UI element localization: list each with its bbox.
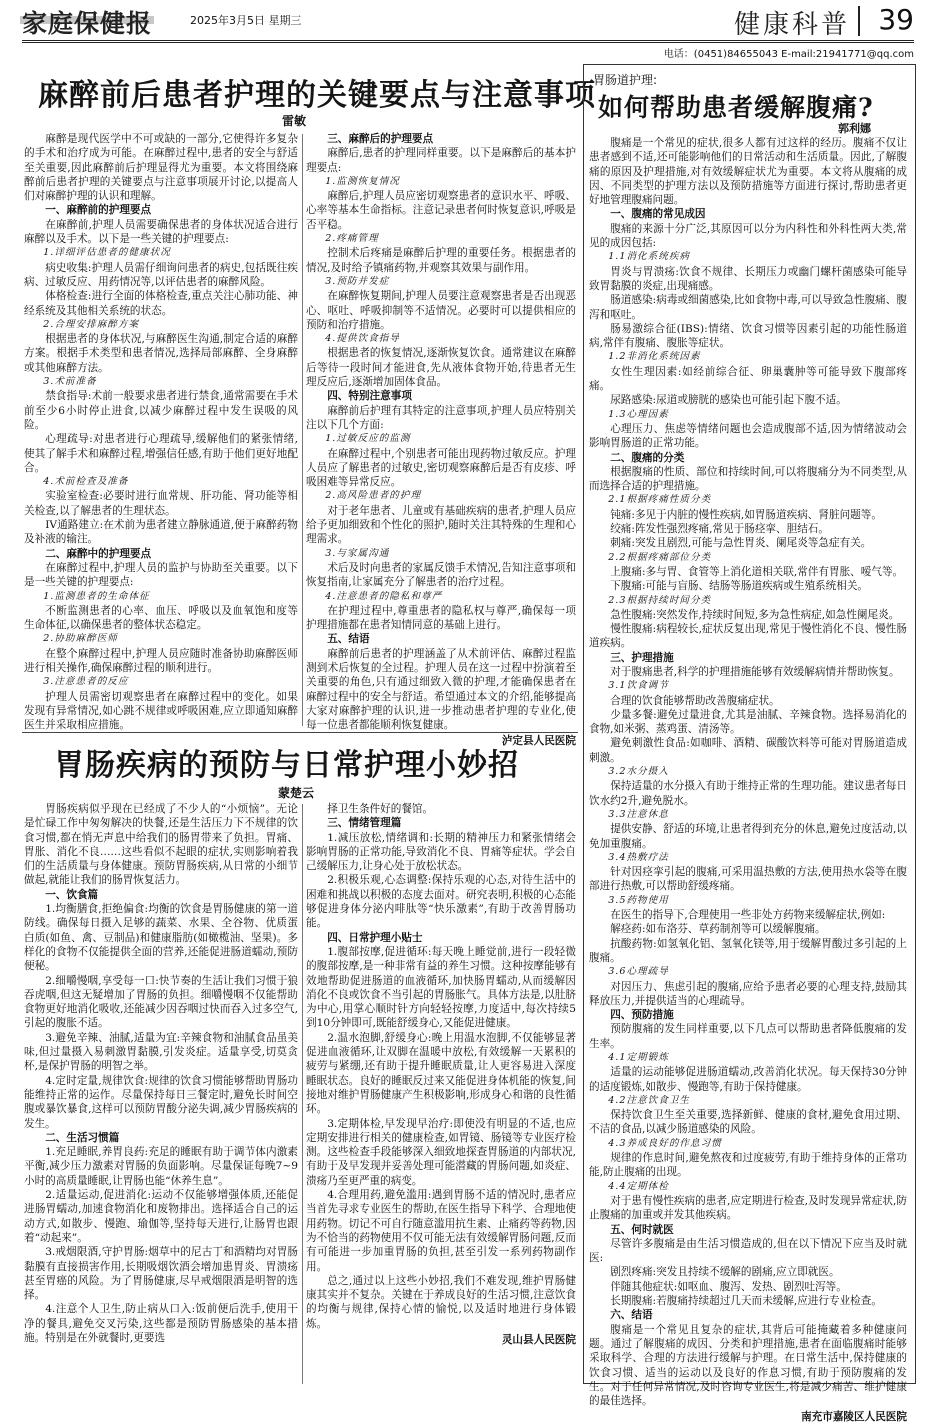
paragraph: 根据腹痛的性质、部位和持续时间,可以将腹痛分为不同类型,从而选择合适的护理措施。	[589, 465, 907, 493]
section-heading: 一、饮食篇	[45, 888, 99, 901]
subsection-heading: 3.术前准备	[43, 376, 97, 388]
section-heading: 四、特别注意事项	[327, 390, 412, 403]
subsection-heading: 2.高风险患者的护理	[325, 490, 422, 502]
paragraph: 实验室检查:必要时进行血常规、肝功能、肾功能等相关检查,以了解患者的生理状态。	[24, 490, 298, 517]
author-hospital: 泸定县人民医院	[501, 735, 576, 748]
contact-info: 电话：(0451)84655043 E-mail:21941771@qq.com	[663, 49, 914, 60]
paragraph: 2.适量运动,促进消化:运动不仅能够增强体质,还能促进肠胃蠕动,加速食物消化和废物排出。选择适合自己的运动方式,如散步、慢跑、瑜伽等,坚持每天进行,让肠胃也跟着“动起来”。	[24, 1189, 298, 1244]
paragraph: 控制术后疼痛是麻醉后护理的重要任务。根据患者的情况,及时给予镇痛药物,并观察其效果与副作用。	[306, 247, 576, 274]
subsection-heading: 1.详细评估患者的健康状况	[43, 247, 171, 259]
paragraph: 腹痛是一个常见且复杂的症状,其背后可能掩藏着多种健康问题。通过了解腹痛的成因、分类和护理措施,患者在面临腹痛时能够采取科学、合理的方法进行缓解与护理。在日常生活中,保持健康的饮食习惯、适当的运动以及良好的作息习惯,有助于预防腹痛的发生。对于任何异常情况,及时咨询专业医生,将是减少痛苦、维护健康的最佳选择。	[589, 1323, 907, 1408]
subsection-heading: 4.3养成良好的作息习惯	[608, 1137, 722, 1149]
paragraph: 在麻醉过程中,护理人员的监护与协助至关重要。以下是一些关键的护理要点:	[24, 561, 298, 589]
paragraph: 2.积极乐观,心态调整:保持乐观的心态,对待生活中的困难和挑战以积极的态度去面对。研究表明,积极的心态能够促进身体分泌内啡肽等“快乐激素”,有助于改善胃肠功能。	[306, 874, 576, 930]
paragraph: 长期腹痛:若腹痛持续超过几天而未缓解,应进行专业检查。	[610, 1295, 882, 1308]
subsection-heading: 3.2水分摄入	[608, 766, 669, 778]
paragraph: 体格检查:进行全面的体格检查,重点关注心肺功能、神经系统及其他相关系统的状态。	[24, 290, 298, 317]
subsection-heading: 2.2根据疼痛部位分类	[608, 551, 712, 563]
newspaper-name: 家庭保健报	[22, 4, 152, 40]
subsection-heading: 3.注意患者的反应	[43, 676, 129, 688]
subsection-heading: 2.疼痛管理	[325, 233, 379, 245]
paragraph: 根据患者的身体状况,与麻醉医生沟通,制定合适的麻醉方案。根据手术类型和患者情况,选择局部麻醉、全身麻醉或其他麻醉方法。	[24, 333, 298, 374]
section-heading: 二、腹痛的分类	[610, 451, 685, 464]
subsection-heading: 3.5药物使用	[608, 894, 669, 906]
article1-right-column	[306, 132, 576, 748]
subsection-heading: 2.协助麻醉医师	[43, 633, 118, 645]
subsection-heading: 3.3注意休息	[608, 808, 669, 820]
subsection-heading: 1.3心理因素	[608, 408, 669, 420]
section-heading: 五、何时就医	[610, 1223, 674, 1236]
subsection-heading: 3.与家属沟通	[325, 547, 390, 559]
paragraph: 麻醉后,护理人员应密切观察患者的意识水平、呼吸、心率等基本生命指标。注意记录患者何时恢复意识,呼吸是否平稳。	[306, 190, 576, 231]
paragraph: 在医生的指导下,合理使用一些非处方药物来缓解症状,例如:	[610, 909, 886, 922]
paragraph: 对于腹痛患者,科学的护理措施能够有效缓解病情并帮助恢复。	[610, 665, 900, 678]
paragraph: 4.定时定量,规律饮食:规律的饮食习惯能够帮助胃肠功能维持正常的运作。尽量保持每日三餐定时,避免长时间空腹或暴饮暴食,这样可以预防胃酸分泌失调,减少胃肠疾病的发生。	[24, 1074, 298, 1130]
paragraph: 麻醉前后护理有其特定的注意事项,护理人员应特别关注以下几个方面:	[306, 404, 576, 431]
paragraph: 上腹痛:多与胃、食管等上消化道相关联,常伴有胃胀、嗳气等。	[610, 565, 904, 578]
issue-date: 2025年3月5日 星期三	[190, 14, 302, 27]
paragraph: 伴随其他症状:如呕血、腹泻、发热、剧烈吐泻等。	[610, 1280, 847, 1293]
paragraph: 预防腹痛的发生同样重要,以下几点可以帮助患者降低腹痛的发生率。	[589, 1023, 907, 1050]
subsection-heading: 2.合理安排麻醉方案	[43, 318, 140, 330]
paragraph: 刺痛:突发且剧烈,可能与急性胃炎、阑尾炎等急症有关。	[610, 537, 872, 550]
paragraph: 总之,通过以上这些小妙招,我们不难发现,维护胃肠健康其实并不复杂。关键在于养成良好的生活习惯,注意饮食的均衡与规律,保持心情的愉悦,以及适时地进行身体锻炼。	[306, 1274, 576, 1330]
paragraph: 钝痛:多见于内脏的慢性疾病,如胃肠道疾病、肾脏问题等。	[610, 508, 882, 521]
paragraph: 在麻醉过程中,个别患者可能出现药物过敏反应。护理人员应了解患者的过敏史,密切观察麻醉后是否有皮疹、呼吸困难等异常反应。	[306, 447, 576, 489]
paragraph: 麻醉后,患者的护理同样重要。以下是麻醉后的基本护理要点:	[306, 147, 576, 174]
paragraph: 1.腹部按摩,促进循环:每天晚上睡觉前,进行一段轻微的腹部按摩,是一种非常有益的养生习惯。这种按摩能够有效地帮助促进肠道的血液循环,加快肠胃蠕动,从而缓解因消化不良或饮食不当引起的胃肠胀气。具体方法是,以肚脐为中心,用掌心顺时针方向轻轻按摩,力度适中,每次持续5到10分钟即可,既能舒缓身心,又能促进健康。	[306, 945, 576, 1030]
paragraph: 适量的运动能够促进肠道蠕动,改善消化状况。每天保持30分钟的适度锻炼,如散步、慢跑等,有助于保持健康。	[589, 1066, 907, 1093]
paragraph: 女性生理因素:如经前综合征、卵巢囊肿等可能导致下腹部疼痛。	[589, 365, 907, 393]
paragraph: 解痉药:如布洛芬、草药制剂等可以缓解腹痛。	[610, 923, 826, 936]
header-divider	[858, 6, 860, 36]
subsection-heading: 4.2注意饮食卫生	[608, 1094, 691, 1106]
paragraph: 在整个麻醉过程中,护理人员应随时准备协助麻醉医师进行相关操作,确保麻醉过程的顺利进行。	[24, 647, 298, 674]
article2-title: 胃肠疾病的预防与日常护理小妙招	[54, 748, 519, 783]
paragraph: 2.温水泡脚,舒缓身心:晚上用温水泡脚,不仅能够显著促进血液循环,让双脚在温暖中放松,有效缓解一天累积的疲劳与紧绷,还有助于提升睡眠质量,让人更容易进入深度睡眠状态。良好的睡眠反过来又能促进身体机能的恢复,间接地对维护胃肠健康产生积极影响,形成身心和谐的良性循环。	[306, 1031, 576, 1116]
paragraph: 4.注意个人卫生,防止病从口入:饭前便后洗手,使用干净的餐具,避免交叉污染,这些都是预防胃肠感染的基本措施。特别是在外就餐时,更要选	[24, 1303, 298, 1344]
paragraph: 尿路感染:尿道或膀胱的感染也可能引起下腹不适。	[610, 394, 847, 407]
paragraph: 腹痛的来源十分广泛,其原因可以分为内科性和外科性两大类,常见的成因包括:	[589, 222, 907, 250]
paragraph: 在麻醉恢复期间,护理人员要注意观察患者是否出现恶心、呕吐、呼吸抑制等不适情况。必要时可以提供相应的预防和治疗措施。	[306, 290, 576, 331]
paragraph: 不断监测患者的心率、血压、呼吸以及血氧饱和度等生命体征,以确保患者的整体状态稳定。	[24, 604, 298, 632]
article2-left-column	[24, 802, 298, 1386]
author-hospital: 南充市嘉陵区人民医院	[801, 1411, 907, 1424]
paragraph: 术后及时向患者的家属反馈手术情况,告知注意事项和恢复指南,让家属充分了解患者的治疗过程。	[306, 561, 576, 589]
section-heading: 四、日常护理小贴士	[327, 931, 423, 944]
section-heading: 二、生活习惯篇	[45, 1131, 120, 1144]
section-heading: 四、预防措施	[610, 1009, 674, 1022]
article3-column	[589, 136, 907, 1424]
paragraph: 少量多餐:避免过量进食,尤其是油腻、辛辣食物。选择易消化的食物,如米粥、蒸鸡蛋、清汤等。	[589, 708, 907, 736]
paragraph: 择卫生条件好的餐馆。	[327, 803, 434, 815]
subsection-heading: 4.注意患者的隐私和尊严	[325, 590, 443, 602]
paragraph: 心理压力、焦虑等情绪问题也会造成腹部不适,因为情绪波动会影响胃肠道的正常功能。	[589, 422, 907, 450]
section-heading: 二、麻醉中的护理要点	[45, 547, 152, 560]
paragraph: 提供安静、舒适的环境,让患者得到充分的休息,避免过度活动,以免加重腹痛。	[589, 823, 907, 850]
paragraph: 对于老年患者、儿童或有基础疾病的患者,护理人员应给予更加细致和个性化的照护,随时关注其特殊的生理和心理需求。	[306, 504, 576, 546]
paragraph: 胃炎与胃溃疡:饮食不规律、长期压力或幽门螺杆菌感染可能导致胃黏膜的炎症,出现痛感。	[589, 265, 907, 292]
paragraph: 1.均衡膳食,拒绝偏食:均衡的饮食是胃肠健康的第一道防线。确保每日摄入足够的蔬菜、水果、全谷物、优质蛋白质(如鱼、禽、豆制品)和健康脂肪(如橄榄油、坚果)。多样化的食物不仅能提供全面的营养,还能促进肠道蠕动,预防便秘。	[24, 903, 298, 973]
paragraph: 绞痛:阵发性强烈疼痛,常见于肠痉挛、胆结石。	[610, 523, 829, 536]
paragraph: 慢性腹痛:病程较长,症状反复出现,常见于慢性消化不良、慢性肠道疾病。	[589, 623, 907, 650]
paragraph: 病史收集:护理人员需仔细询问患者的病史,包括既往疾病、过敏反应、用药情况等,以评估患者的麻醉风险。	[24, 261, 298, 288]
paragraph: 1.减压放松,情绪调和:长期的精神压力和紧张情绪会影响胃肠的正常功能,导致消化不良、胃痛等症状。学会自己缓解压力,让身心处于放松状态。	[306, 831, 576, 873]
subsection-heading: 2.1根据疼痛性质分类	[608, 494, 712, 506]
subsection-heading: 4.4定期体检	[608, 1180, 669, 1192]
article-divider	[22, 732, 578, 733]
subsection-heading: 1.过敏反应的监测	[325, 433, 411, 445]
subsection-heading: 3.4热敷疗法	[608, 851, 669, 863]
paragraph: 禁食指导:术前一般要求患者进行禁食,通常需要在手术前至少6小时停止进食,以减少麻醉过程中发生误吸的风险。	[24, 390, 298, 431]
paragraph: 3.定期体检,早发现早治疗:即使没有明显的不适,也应定期安排进行相关的健康检查,如胃镜、肠镜等专业医疗检测。这些检查手段能够深入细致地探查胃肠道的内部状况,有助于及早发现并妥善处理可能潜藏的胃肠问题,如炎症、溃疡乃至更严重的病变。	[306, 1117, 576, 1187]
paragraph: 麻醉前后患者的护理涵盖了从术前评估、麻醉过程监测到术后恢复的全过程。护理人员在这一过程中扮演着至关重要的角色,只有通过细致入微的护理,才能确保患者在麻醉过程中的安全与舒适。希望通过本文的介绍,能够提高大家对麻醉护理的认识,进一步推动患者护理的专业化,使每一位患者都能顺利恢复健康。	[306, 647, 576, 732]
paragraph: 针对因痉挛引起的腹痛,可采用温热敷的方法,使用热水袋等在腹部进行热敷,可以帮助舒缓疼痛。	[589, 866, 907, 893]
article1-author: 雷敏	[282, 114, 307, 128]
article3-tag: 胃肠道护理:	[593, 73, 658, 87]
subsection-heading: 1.1消化系统疾病	[608, 251, 691, 263]
paragraph: 下腹痛:可能与盲肠、结肠等肠道疾病或生殖系统相关。	[610, 580, 869, 593]
section-heading: 三、情绪管理篇	[327, 817, 402, 830]
paragraph: 护理人员需密切观察患者在麻醉过程中的变化。如果发现有异常情况,如心跳不规律或呼吸困难,应立即通知麻醉医生并采取相应措施。	[24, 690, 298, 732]
article2-right-column	[306, 802, 576, 1386]
article3-title: 如何帮助患者缓解腹痛?	[598, 93, 874, 122]
paragraph: 在麻醉前,护理人员需要确保患者的身体状况适合进行麻醉以及手术。以下是一些关键的护理要点:	[24, 218, 298, 246]
paragraph: 合理的饮食能够帮助改善腹痛症状。	[610, 694, 780, 707]
paragraph: 根据患者的恢复情况,逐渐恢复饮食。通常建议在麻醉后等待一段时间才能进食,先从液体食物开始,待患者无生理反应后,逐渐增加固体食品。	[306, 347, 576, 389]
paragraph: 胃肠疾病似乎现在已经成了不少人的“小烦恼”。无论是忙碌工作中匆匆解决的快餐,还是生活压力下不规律的饮食习惯,都在悄无声息中给我们的肠胃带来了负担。胃痛、胃胀、消化不良……这些看似不起眼的症状,实则影响着我们的生活质量与身体健康。预防胃肠疾病,从日常的小细节做起,就能让我们的肠胃恢复活力。	[24, 803, 298, 887]
section-heading: 五、结语	[327, 633, 370, 646]
paragraph: 尽管许多腹痛是由生活习惯造成的,但在以下情况下应当及时就医:	[589, 1237, 907, 1265]
subsection-heading: 2.3根据持续时间分类	[608, 594, 712, 606]
subsection-heading: 1.监测恢复情况	[325, 175, 400, 187]
section-heading: 一、麻醉前的护理要点	[45, 204, 152, 217]
paragraph: 1.充足睡眠,养胃良药:充足的睡眠有助于调节体内激素平衡,减少压力激素对胃肠的负面影响。尽量保证每晚7~9小时的高质量睡眠,让胃肠也能“休养生息”。	[24, 1146, 298, 1187]
section-heading: 一、腹痛的常见成因	[610, 208, 706, 221]
paragraph: 急性腹痛:突然发作,持续时间短,多为急性病症,如急性阑尾炎。	[610, 608, 900, 621]
paragraph: 规律的作息时间,避免熬夜和过度疲劳,有助于维持身体的正常功能,防止腹痛的出现。	[589, 1152, 907, 1179]
paragraph: 对因压力、焦虑引起的腹痛,应给予患者必要的心理支持,鼓励其释放压力,并提供适当的心理疏导。	[589, 980, 907, 1007]
subsection-heading: 4.1定期锻炼	[608, 1052, 669, 1063]
article1-title: 麻醉前后患者护理的关键要点与注意事项	[38, 78, 596, 113]
paragraph: 在护理过程中,尊重患者的隐私权与尊严,确保每一项护理措施都在患者知情同意的基础上进行。	[306, 604, 576, 632]
column-divider	[302, 134, 303, 726]
subsection-heading: 3.预防并发症	[325, 275, 390, 287]
paragraph: 肠易激综合征(IBS):情绪、饮食习惯等因素引起的功能性肠道病,常伴有腹痛、腹胀等症状。	[589, 322, 907, 350]
section-name: 健康科普	[733, 10, 850, 40]
section-heading: 三、护理措施	[610, 651, 674, 664]
subsection-heading: 1.监测患者的生命体征	[43, 590, 150, 602]
column-divider	[302, 804, 303, 1384]
paragraph: 对于患有慢性疾病的患者,应定期进行检查,及时发现异常症状,防止腹痛的加重或并发其他疾病。	[589, 1194, 907, 1222]
paragraph: 保持适量的水分摄入有助于维持正常的生理功能。建议患者每日饮水约2升,避免脱水。	[589, 780, 907, 807]
section-heading: 三、麻醉后的护理要点	[327, 133, 434, 145]
paragraph: 4.合理用药,避免滥用:遇到胃肠不适的情况时,患者应当首先寻求专业医生的帮助,在医生指导下科学、合理地使用药物。切记不可自行随意滥用抗生素、止痛药等药物,因为不恰当的药物使用不仅可能无法有效缓解胃肠问题,反而有可能进一步加重胃肠的负担,甚至引发一系列药物副作用。	[306, 1189, 576, 1273]
article1-left-column	[24, 132, 298, 732]
section-heading: 六、结语	[610, 1309, 653, 1322]
page-number: 39	[878, 3, 914, 36]
paragraph: 避免刺激性食品:如咖啡、酒精、碳酸饮料等可能对胃肠道造成刺激。	[589, 737, 907, 764]
paragraph: 保持饮食卫生至关重要,选择新鲜、健康的食材,避免食用过期、不洁的食品,以减少肠道感染的风险。	[589, 1109, 907, 1136]
subsection-heading: 4.提供饮食指导	[325, 333, 400, 345]
masthead	[22, 0, 914, 43]
subsection-heading: 3.1饮食调节	[608, 680, 669, 692]
paragraph: 肠道感染:病毒或细菌感染,比如食物中毒,可以导致急性腹痛、腹泻和呕吐。	[589, 294, 907, 321]
article2-author: 蒙楚云	[278, 786, 315, 800]
subsection-heading: 1.2非消化系统因素	[608, 351, 701, 363]
paragraph: 抗酸药物:如氢氧化铝、氢氧化镁等,用于缓解胃酸过多引起的上腹痛。	[589, 937, 907, 964]
paragraph: 3.避免辛辣、油腻,适量为宜:辛辣食物和油腻食品虽美味,但过量摄入易刺激胃黏膜,引发炎症。适量享受,切莫贪杯,是保护胃肠的明智之举。	[24, 1031, 298, 1073]
author-hospital: 灵山县人民医院	[501, 1333, 576, 1346]
subsection-heading: 3.6心理疏导	[608, 966, 669, 978]
subsection-heading: 4.术前检查及准备	[43, 476, 129, 488]
article3-author: 郭利娜	[838, 122, 871, 135]
paragraph: 2.细嚼慢咽,享受每一口:快节奏的生活让我们习惯于狼吞虎咽,但这无疑增加了胃肠的负担。细嚼慢咽不仅能帮助食物更好地消化吸收,还能减少因吞咽过快而吞入过多空气,引起的腹胀不适。	[24, 974, 298, 1030]
paragraph: IV通路建立:在术前为患者建立静脉通道,便于麻醉药物及补液的输注。	[24, 519, 298, 546]
paragraph: 剧烈疼痛:突发且持续不缓解的剧痛,应立即就医。	[610, 1266, 840, 1279]
paragraph: 腹痛是一个常见的症状,很多人都有过这样的经历。腹痛不仅让患者感到不适,还可能影响他们的日常活动和生活质量。因此,了解腹痛的原因及护理措施,对有效缓解症状尤为重要。本文将从腹痛的成因、不同类型的护理方法以及预防措施等方面进行探讨,帮助患者更好地管理腹痛问题。	[589, 137, 907, 207]
paragraph: 3.戒烟限酒,守护胃肠:烟草中的尼古丁和酒精均对胃肠黏膜有直接损害作用,长期吸烟饮酒会增加患胃炎、胃溃疡甚至胃癌的风险。为了胃肠健康,尽早戒烟限酒是明智的选择。	[24, 1246, 298, 1302]
paragraph: 心理疏导:对患者进行心理疏导,缓解他们的紧张情绪,使其了解手术和麻醉过程,增强信任感,有助于他们更好地配合。	[24, 433, 298, 474]
paragraph: 麻醉是现代医学中不可或缺的一部分,它使得许多复杂的手术和治疗成为可能。在麻醉过程中,患者的安全与舒适至关重要,因此麻醉前后护理显得尤为重要。本文将围绕麻醉前后患者护理的关键要点与注意事项展开讨论,以提高人们对麻醉护理的认识和理解。	[24, 133, 298, 203]
